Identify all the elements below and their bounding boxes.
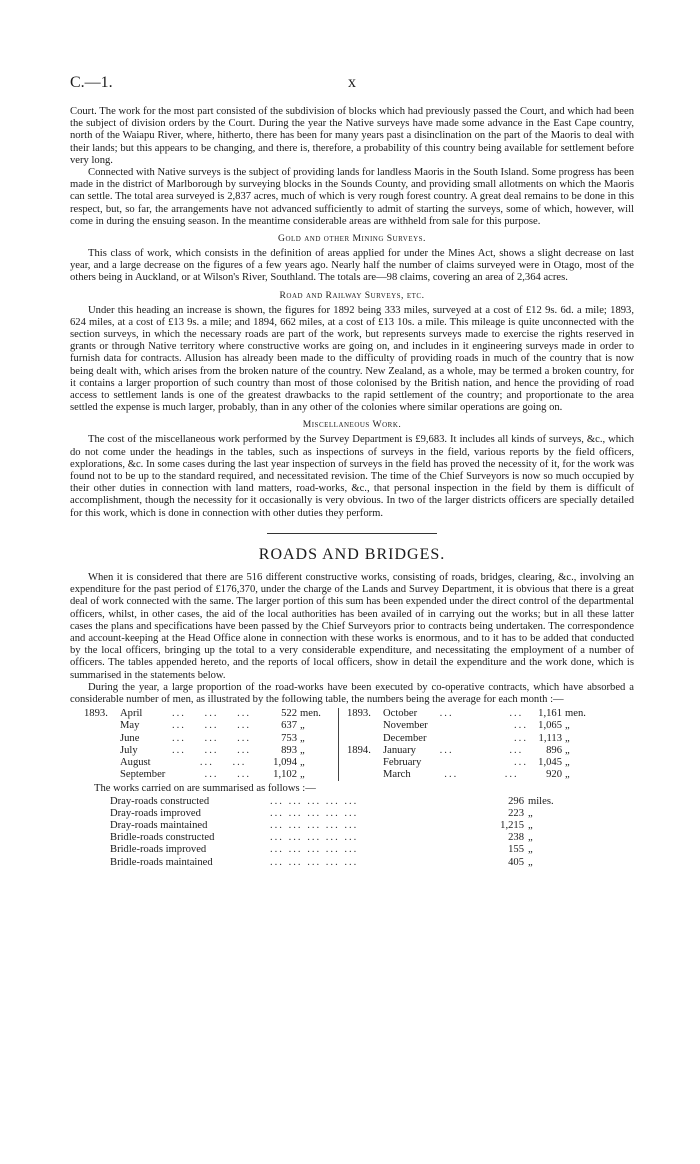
table-row: November ... 1,065 „ [383, 720, 570, 732]
list-item: Dray-roads improved ... ... ... ... ... 223 „ [110, 807, 533, 819]
section-divider [267, 533, 437, 534]
roads-bridges-title: ROADS AND BRIDGES. [258, 545, 446, 563]
table-row: September ... ... 1,102 „ [120, 769, 305, 781]
table-row: 1893. October ... ... 1,161 men. [347, 708, 586, 720]
document-page [70, 74, 634, 869]
list-item: Dray-roads maintained ... ... ... ... ... 1,215 „ [110, 819, 533, 831]
page-header [70, 74, 634, 92]
road-railway-paragraph: Under this heading an increase is shown, the figures for 1892 being 333 miles, surveyed at a cost of £12 9s. 6d. a mile; 1893, 624 miles, at a cost of £13 9s. a mile; and 1894, 662 miles, at a cost of £13 10s. a mile. This mileage is quite unconnected with the section surveys, in which the necessary roads are part of the work, but represents surveys made to exercise the rights reserved in grants or through Native territory where constructive works are going on, and includes in it engineering surveys made in order to furnish data for contracts. Allusion has already been made to the difficulty of providing roads in much of the country that is now being dealt with, which arises from the broken nature of the country. New Zealand, as a whole, may be termed a broken country, for it contains a larger proportion of such country than most of those colonised by the British nation, and hence the providing of road access to settlement lands is one of the greatest drawbacks to the rapid settlement of the country; and proportionate to the area settled the expense is much larger, probably, than in any other of the colonies where similar operations are going on. [70, 304, 634, 414]
monthly-men-table [84, 708, 634, 781]
road-railway-heading: Road and Railway Surveys, etc. [279, 289, 425, 301]
table-row: August ... ... 1,094 „ [120, 756, 305, 768]
list-item: Dray-roads constructed ... ... ... ... ... 296 miles. [110, 795, 554, 807]
table-row: May ... ... ... 637 „ [120, 720, 305, 732]
table-row: February ... 1,045 „ [383, 756, 570, 768]
list-item: Bridle-roads constructed ... ... ... ... ... 238 „ [110, 832, 533, 844]
miscellaneous-heading: Miscellaneous Work. [302, 419, 402, 431]
table-row: 1893. April ... ... ... 522 men. [84, 708, 321, 720]
gold-mining-heading: Gold and other Mining Surveys. [278, 233, 426, 245]
monthly-column-1893-1894 [339, 708, 597, 781]
miscellaneous-paragraph: The cost of the miscellaneous work performed by the Survey Department is £9,683. It includes all kinds of surveys, &c., which do not come under the headings in the tables, such as inspections of surveys in the field, various reports by the field officers, explorations, &c. In some cases during the last year inspection of surveys in the field has proved the necessity of it, for the work was found not to be up to the standard required, and necessitated revision. The time of the Chief Surveyors is now so much occupied by their other duties in connection with land matters, road-works, &c., that personal inspection in the field by them is difficult of accomplishment, though the necessity for it occasionally is very obvious. In two of the larger districts officers are specially detailed for this work, which is done in connection with other duties they perform. [70, 434, 634, 519]
table-row: December ... 1,113 „ [383, 732, 570, 744]
gold-mining-paragraph: This class of work, which consists in the definition of areas applied for under the Mines Act, shows a slight decrease on last year, and a large decrease on the figures of a few years ago. Nearly half the number of claims surveyed were in Otago, most of the others being in Auckland, or at Wilson's River, Southland. The totals are—98 claims, covering an area of 2,364 acres. [70, 248, 634, 284]
table-row: June ... ... ... 753 „ [120, 732, 305, 744]
list-item: Bridle-roads maintained ... ... ... ... ... 405 „ [110, 856, 533, 868]
works-summary [88, 783, 634, 868]
roads-bridges-paragraph: When it is considered that there are 516 different constructive works, consisting of roads, bridges, clearing, &c., involving an expenditure for the past period of £176,370, under the charge of the Lands and Survey Department, it is obvious that there is a great deal of work connected with the same. The larger portion of this sum has been expended under the direct control of the departmental officers, whilst, in other cases, the aid of the local authorities has been availed of in carrying out the works; but in all these latter cases the plans and specifications have been passed by the Chief Surveyors prior to contracts being undertaken. The correspondence and account-keeping at the Head Office alone in connection with these works is enormous, and to it has to be added that conducted by the local officers, bringing up the total to a very considerable expenditure, and necessitating the employment of a number of officers. The tables appended hereto, and the reports of local officers, show in detail the expenditure and the work done, which is summarised in the statements below. [70, 571, 634, 681]
list-item: Bridle-roads improved ... ... ... ... ... 155 „ [110, 844, 533, 856]
native-surveys-paragraph: Court. The work for the most part consisted of the subdivision of blocks which had previously passed the Court, and which had been the subject of division orders by the Court. During the year the Native surveys have made some advance in the East Cape country, north of the Waiapu River, where, hitherto, there has been for many years past a disinclination on the part of the Maoris to deal with their lands; but this appears to be changing, and there is, therefore, a probability of this country being available for settlement before very long. [70, 106, 634, 166]
works-intro: The works carried on are summarised as follows :— [94, 783, 316, 795]
monthly-column-1893 [84, 708, 339, 781]
page-number: x [348, 74, 356, 91]
table-row: 1894. January ... ... 896 „ [347, 744, 570, 756]
report-code: C.—1. [70, 74, 113, 91]
landless-maoris-paragraph: Connected with Native surveys is the subject of providing lands for landless Maoris in the South Island. Some progress has been made in the district of Marlborough by surveying blocks in the Sounds County, and providing small allotments on which the Maoris can settle. The total area surveyed is 2,837 acres, much of which is very rough forest country. A great deal remains to be done in this respect, but, so far, the arrangements have not advanced sufficiently to admit of starting the surveys, some of which, however, will come in during the ensuing season. In the meantime considerable areas are withheld from sale for this purpose. [70, 167, 634, 227]
table-row: July ... ... ... 893 „ [120, 744, 305, 756]
table-row: March ... ... 920 „ [383, 769, 570, 781]
cooperative-contracts-paragraph: During the year, a large proportion of the road-works have been executed by co-operative contracts, which have absorbed a considerable number of men, as illustrated by the following table, the numbers being the average for each month :— [70, 681, 634, 705]
